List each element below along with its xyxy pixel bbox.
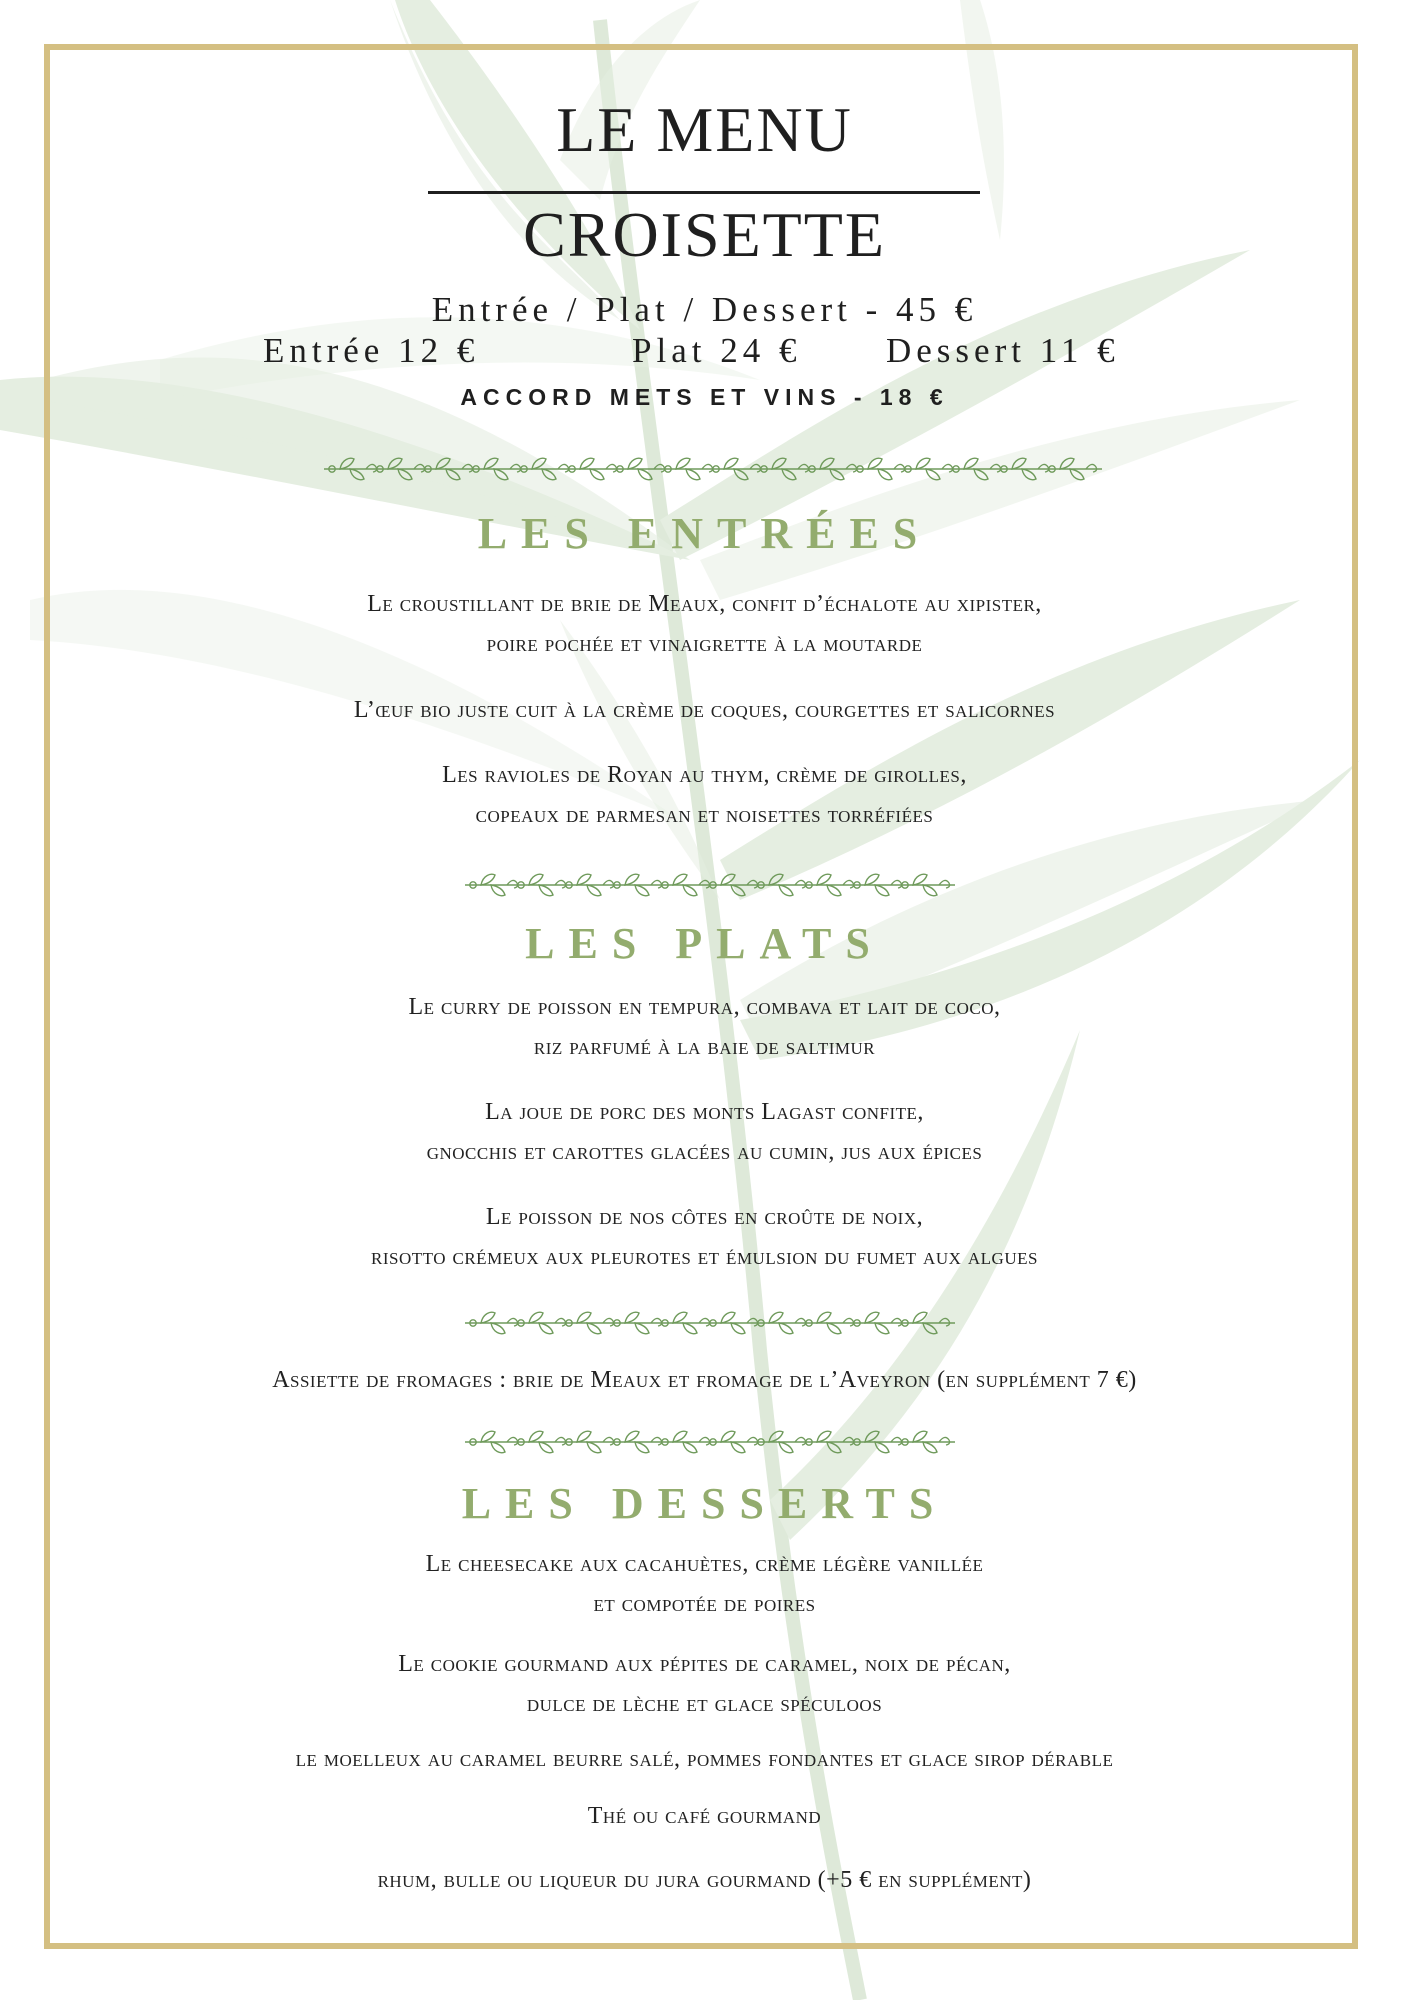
vine-divider-icon	[322, 452, 1102, 486]
dish-line: poire pochée et vinaigrette à la moutarde	[486, 631, 923, 657]
dish-line: risotto crémeux aux pleurotes et émulsion du fumet aux algues	[371, 1244, 1038, 1270]
menu-subtitle: CROISETTE	[523, 199, 886, 270]
dish-line: Le curry de poisson en tempura, combava et lait de coco,	[408, 994, 1001, 1020]
price-plat: Plat 24 €	[632, 331, 802, 370]
formula-price: Entrée / Plat / Dessert - 45 €	[431, 290, 978, 329]
dish-line: La joue de porc des monts Lagast confite,	[485, 1099, 924, 1125]
dish-line: le moelleux au caramel beurre salé, pommes fondantes et glace sirop dérable	[295, 1746, 1114, 1772]
section-title-desserts: LES DESSERTS	[461, 1479, 948, 1528]
dish-line: et compotée de poires	[593, 1591, 816, 1617]
dish-line: rhum, bulle ou liqueur du jura gourmand (+5 € en supplément)	[377, 1867, 1032, 1893]
vine-divider-icon	[463, 1306, 953, 1340]
dish-line: riz parfumé à la baie de saltimur	[533, 1034, 876, 1060]
vine-divider-icon	[463, 1425, 953, 1459]
wine-pairing-price: ACCORD METS ET VINS - 18 €	[460, 384, 949, 410]
price-dessert: Dessert 11 €	[886, 331, 1120, 370]
cheese-plate-line: Assiette de fromages : brie de Meaux et fromage de l’Aveyron (en supplément 7 €)	[272, 1367, 1137, 1393]
dish-line: Thé ou café gourmand	[587, 1803, 822, 1829]
dish-line: Le cookie gourmand aux pépites de caramel, noix de pécan,	[398, 1651, 1011, 1677]
dish-line: Les ravioles de Royan au thym, crème de girolles,	[442, 762, 967, 788]
dish-line: L’œuf bio juste cuit à la crème de coques, courgettes et salicornes	[353, 697, 1056, 723]
section-title-plats: LES PLATS	[525, 919, 884, 968]
dish-line: dulce de lèche et glace spéculoos	[526, 1691, 883, 1717]
dish-line: gnocchis et carottes glacées au cumin, jus aux épices	[426, 1139, 983, 1165]
vine-divider-icon	[463, 868, 953, 902]
dish-line: Le croustillant de brie de Meaux, confit d’échalote au xipister,	[367, 591, 1042, 617]
price-entree: Entrée 12 €	[263, 331, 480, 370]
dish-line: Le cheesecake aux cacahuètes, crème légère vanillée	[425, 1551, 984, 1577]
dish-line: copeaux de parmesan et noisettes torréfiées	[475, 802, 934, 828]
menu-title: LE MENU	[556, 94, 853, 165]
dish-line: Le poisson de nos côtes en croûte de noix,	[485, 1204, 924, 1230]
section-title-entrees: LES ENTRÉES	[477, 509, 932, 558]
title-divider	[428, 191, 980, 194]
